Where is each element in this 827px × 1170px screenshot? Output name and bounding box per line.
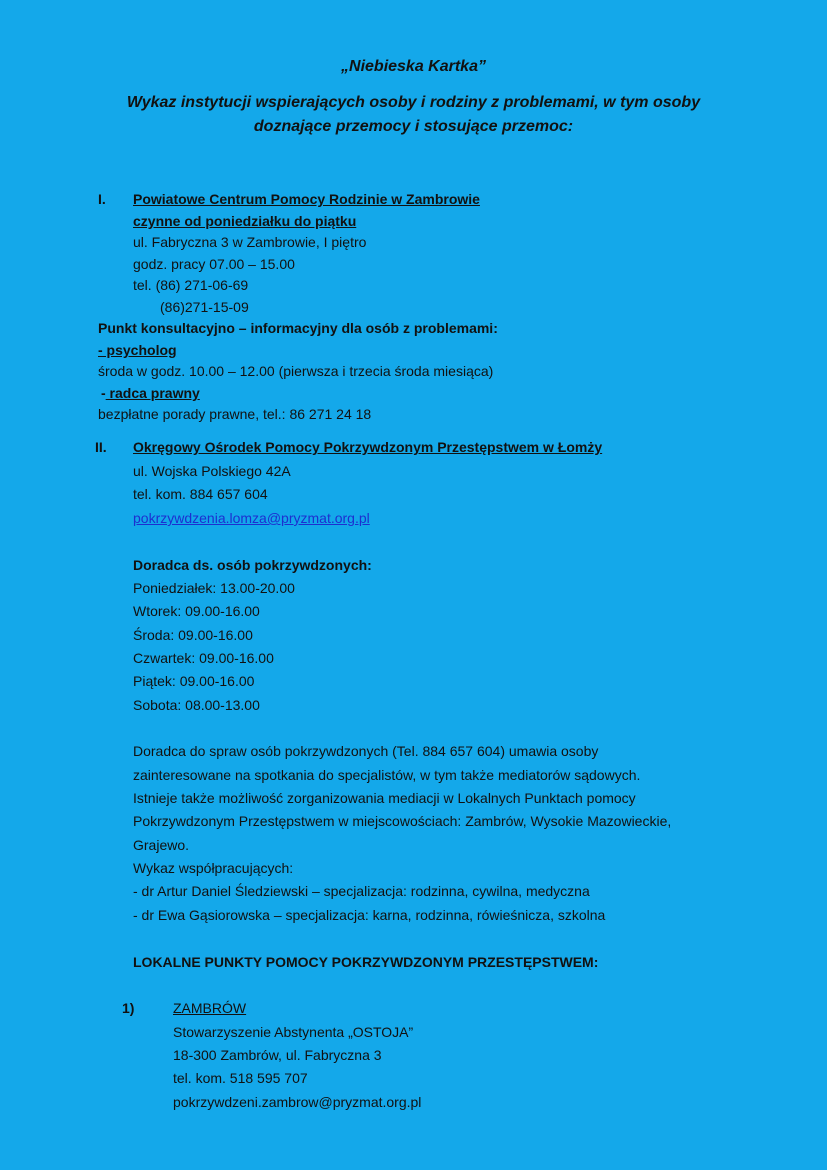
section2-address: ul. Wojska Polskiego 42A: [133, 463, 291, 479]
schedule-item: Sobota: 08.00-13.00: [133, 697, 260, 713]
paragraph-line: zainteresowane na spotkania do specjalistów, w tym także mediatorów sądowych.: [133, 767, 641, 783]
section1-lawyer-info: bezpłatne porady prawne, tel.: 86 271 24 18: [98, 406, 372, 422]
paragraph-line: Istnieje także możliwość zorganizowania mediacji w Lokalnych Punktach pomocy: [133, 790, 636, 806]
section2-advisor-heading: Doradca ds. osób pokrzywdzonych:: [133, 557, 372, 573]
paragraph-line: - dr Ewa Gąsiorowska – specjalizacja: karna, rodzinna, rówieśnicza, szkolna: [133, 907, 606, 923]
section1-numeral: I.: [98, 191, 106, 207]
paragraph-line: Doradca do spraw osób pokrzywdzonych (Tel. 884 657 604) umawia osoby: [133, 743, 599, 759]
paragraph-line: Grajewo.: [133, 837, 190, 853]
paragraph-line: - dr Artur Daniel Śledziewski – specjalizacja: rodzinna, cywilna, medyczna: [133, 883, 590, 899]
section1-psychologist-hours: środa w godz. 10.00 – 12.00 (pierwsza i trzecia środa miesiąca): [98, 363, 494, 379]
document-title: „Niebieska Kartka”: [341, 58, 486, 75]
section1-lawyer-label: radca prawny: [105, 385, 200, 401]
section1-phone-2: (86)271-15-09: [160, 299, 249, 315]
point1-org: Stowarzyszenie Abstynenta „OSTOJA”: [173, 1024, 414, 1040]
section1-consult-heading: Punkt konsultacyjno – informacyjny dla osób z problemami:: [98, 320, 498, 336]
section1-address: ul. Fabryczna 3 w Zambrowie, I piętro: [133, 234, 367, 250]
schedule-item: Środa: 09.00-16.00: [133, 627, 253, 643]
section1-lawyer-line: [101, 384, 200, 402]
section2-numeral: II.: [95, 439, 107, 455]
section1-psychologist-label: - psycholog: [98, 342, 177, 358]
document-subtitle-line-1: Wykaz instytucji wspierających osoby i rodziny z problemami, w tym osoby: [126, 94, 701, 111]
section2-phone: tel. kom. 884 657 604: [133, 486, 268, 502]
point1-number: 1): [122, 1000, 135, 1016]
schedule-item: Wtorek: 09.00-16.00: [133, 603, 260, 619]
document-subtitle-line-2: doznające przemocy i stosujące przemoc:: [253, 118, 574, 135]
point1-address: 18-300 Zambrów, ul. Fabryczna 3: [173, 1047, 382, 1063]
schedule-item: Poniedziałek: 13.00-20.00: [133, 580, 295, 596]
section1-name: Powiatowe Centrum Pomocy Rodzinie w Zambrowie: [133, 191, 480, 207]
point1-phone: tel. kom. 518 595 707: [173, 1070, 308, 1086]
section1-phone-1: tel. (86) 271-06-69: [133, 277, 249, 293]
local-points-heading: LOKALNE PUNKTY POMOCY POKRZYWDZONYM PRZESTĘPSTWEM:: [133, 954, 599, 970]
section2-name: Okręgowy Ośrodek Pomocy Pokrzywdzonym Przestępstwem w Łomży: [133, 439, 603, 455]
schedule-item: Piątek: 09.00-16.00: [133, 673, 255, 689]
point1-email: pokrzywdzeni.zambrow@pryzmat.org.pl: [173, 1094, 422, 1110]
section1-lawyer-dash: -: [101, 385, 106, 401]
point1-city: ZAMBRÓW: [173, 1000, 247, 1016]
schedule-item: Czwartek: 09.00-16.00: [133, 650, 274, 666]
section2-email-link[interactable]: pokrzywdzenia.lomza@pryzmat.org.pl: [133, 510, 370, 526]
section1-hours-note: czynne od poniedziałku do piątku: [133, 213, 357, 229]
section1-work-hours: godz. pracy 07.00 – 15.00: [133, 256, 295, 272]
paragraph-line: Pokrzywdzonym Przestępstwem w miejscowościach: Zambrów, Wysokie Mazowieckie,: [133, 813, 672, 829]
paragraph-line: Wykaz współpracujących:: [133, 860, 294, 876]
